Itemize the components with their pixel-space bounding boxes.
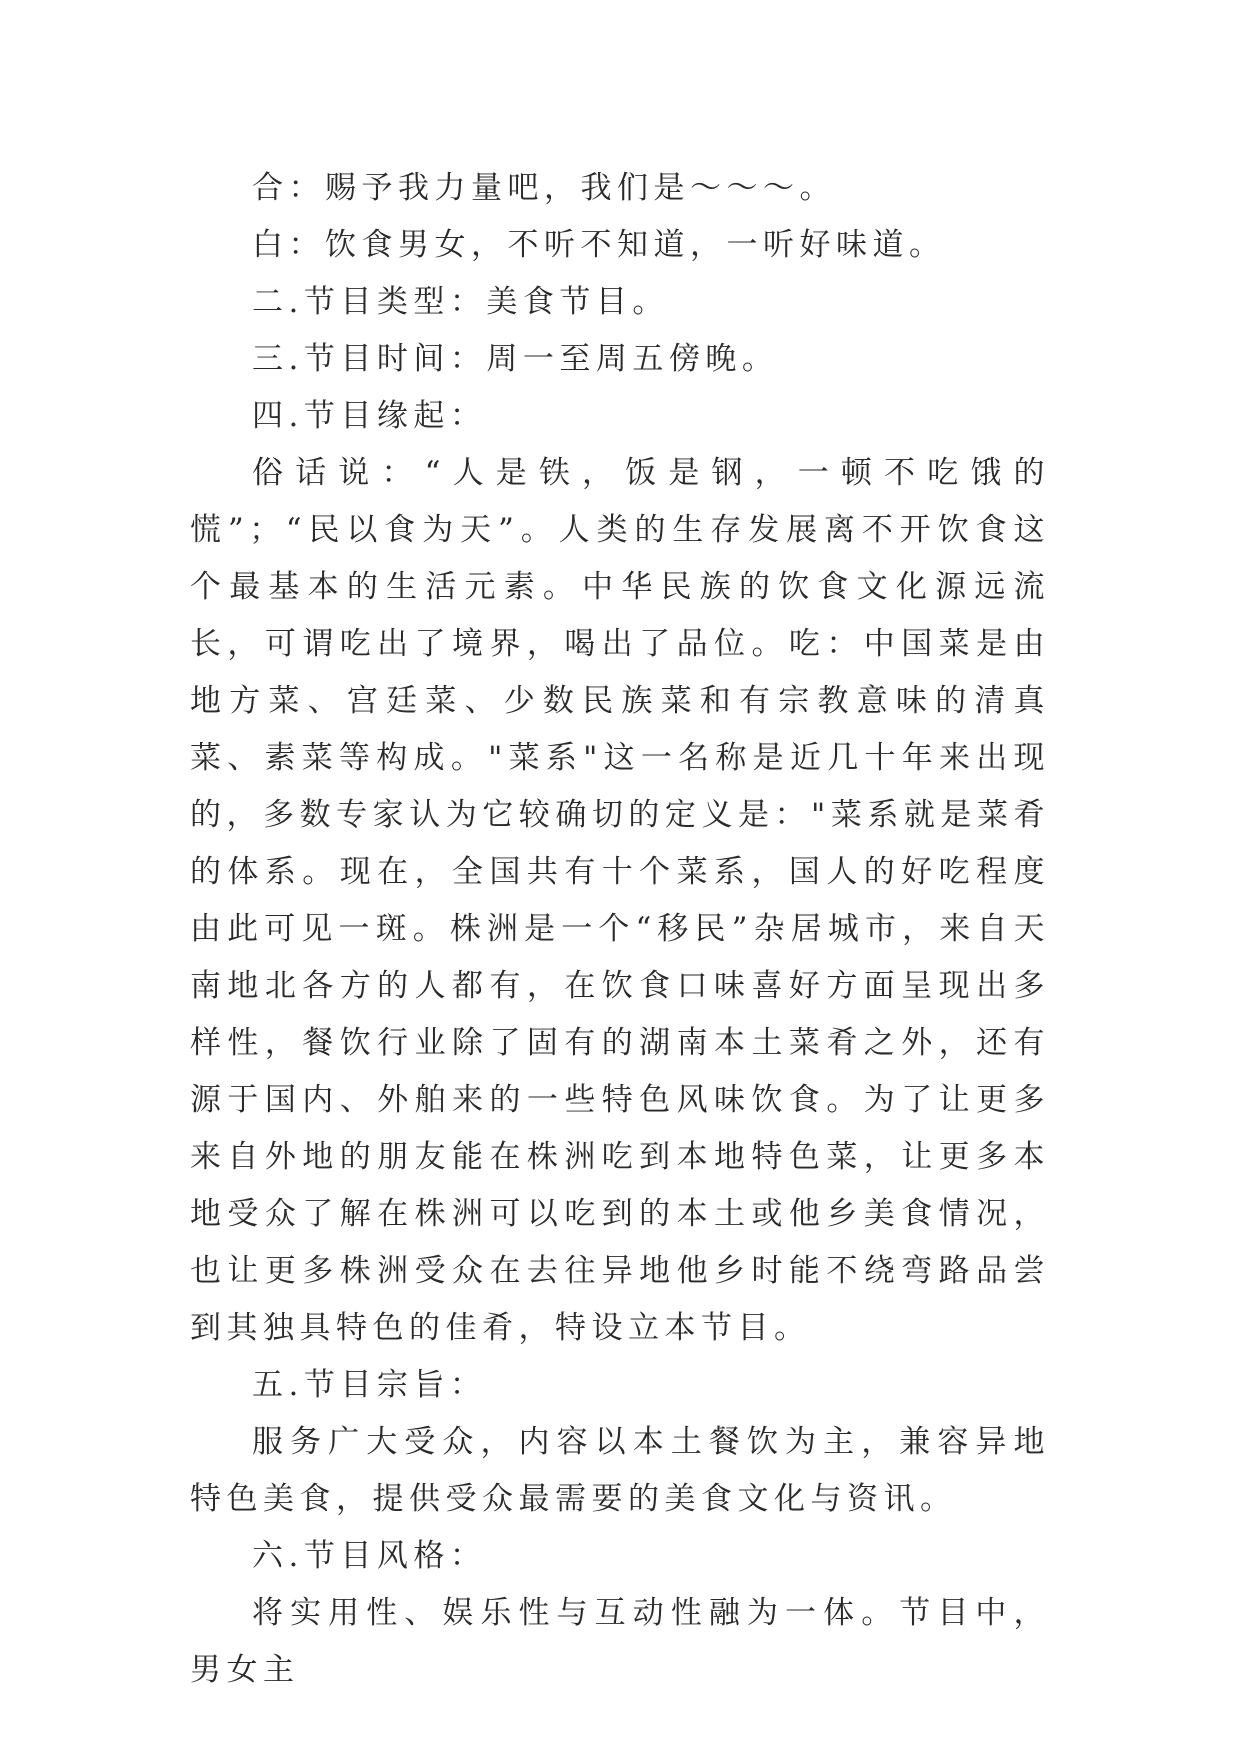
narration-line: 白：饮食男女，不听不知道，一听好味道。 — [252, 227, 946, 263]
section-program-time: 三.节目时间：周一至周五傍晚。 — [252, 341, 779, 377]
origin-paragraph: 俗话说：“人是铁，饭是钢，一顿不吃饿的慌”；“民以食为天”。人类的生存发展离不开饮食这个最基本的生活元素。中华民族的饮食文化源远流长，可谓吃出了境界，喝出了品位。吃：中国菜是由地方菜、宫廷菜、少数民族菜和有宗教意味的清真菜、素菜等构成。"菜系"这一名称是近几十年来出现的，多数专家认为它较确切的定义是："菜系就是菜肴的体系。现在，全国共有十个菜系，国人的好吃程度由此可见一斑。株洲是一个“移民”杂居城市，来自天南地北各方的人都有，在饮食口味喜好方面呈现出多样性，餐饮行业除了固有的湖南本土菜肴之外，还有源于国内、外舶来的一些特色风味饮食。为了让更多来自外地的朋友能在株洲吃到本地特色菜，让更多本地受众了解在株洲可以吃到的本土或他乡美食情况，也让更多株洲受众在去往异地他乡时能不绕弯路品尝到其独具特色的佳肴，特设立本节目。 — [190, 455, 1050, 1346]
purpose-paragraph: 服务广大受众，内容以本土餐饮为主，兼容异地特色美食，提供受众最需要的美食文化与资讯。 — [190, 1424, 1050, 1517]
chorus-line: 合：赐予我力量吧，我们是～～～。 — [252, 170, 836, 206]
style-paragraph: 将实用性、娱乐性与互动性融为一体。节目中，男女主 — [190, 1595, 1050, 1688]
section-heading-origin: 四.节目缘起： — [252, 398, 487, 434]
section-heading-purpose: 五.节目宗旨： — [252, 1367, 487, 1403]
section-program-type: 二.节目类型：美食节目。 — [252, 284, 669, 320]
document-body — [190, 160, 1050, 1699]
section-heading-style: 六.节目风格： — [252, 1538, 487, 1574]
